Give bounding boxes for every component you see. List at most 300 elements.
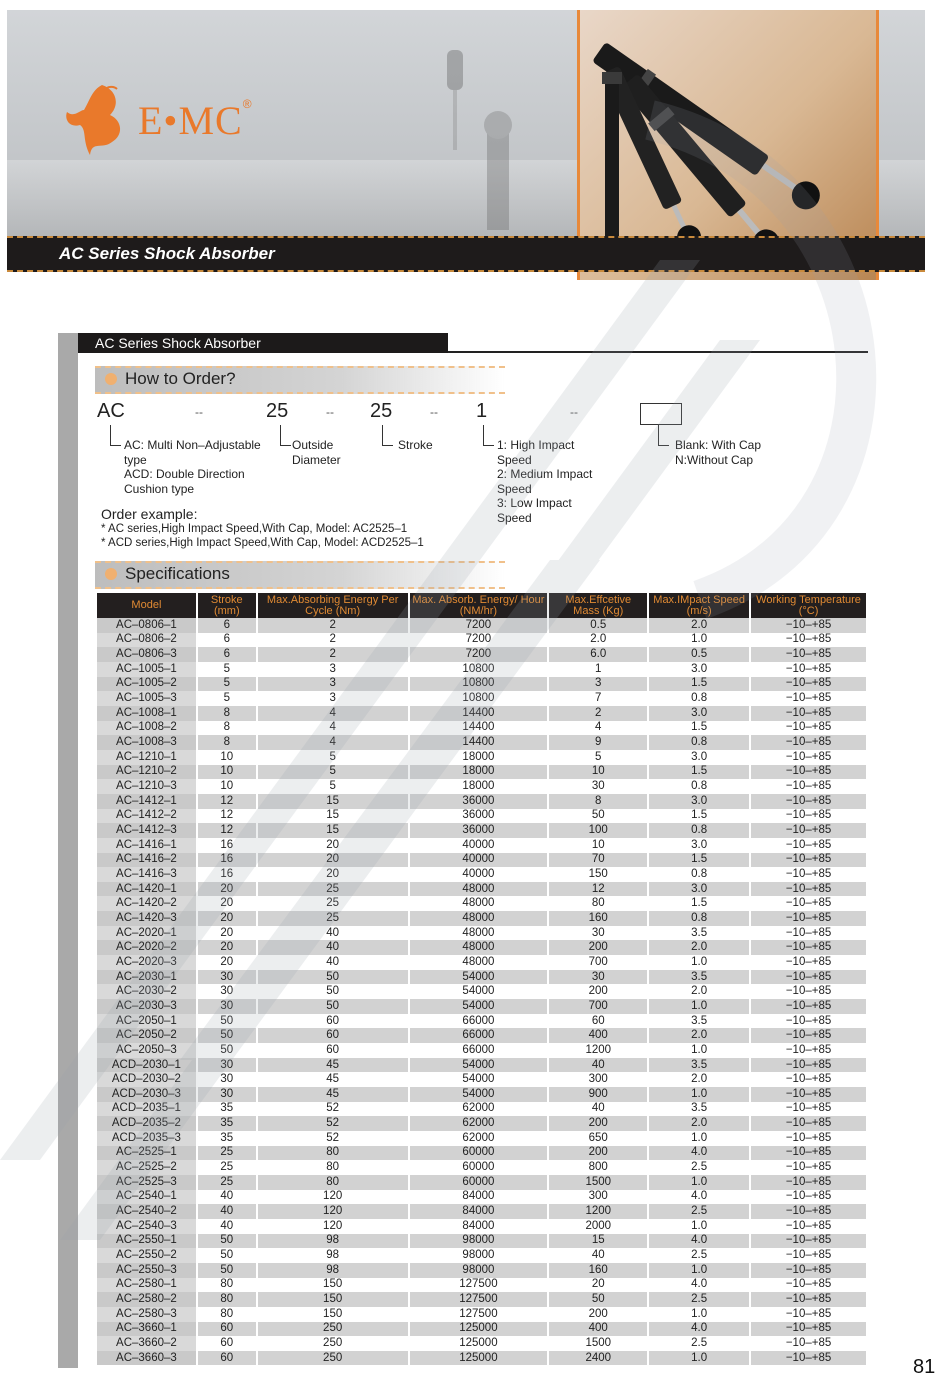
cell-effective-mass: 40 bbox=[548, 1102, 648, 1117]
cell-impact-speed: 1.5 bbox=[648, 765, 750, 780]
cell-impact-speed: 1.0 bbox=[648, 1263, 750, 1278]
cell-energy-per-hour: 125000 bbox=[409, 1336, 549, 1351]
cell-temperature: −10–+85 bbox=[750, 1072, 867, 1087]
cell-impact-speed: 1.0 bbox=[648, 1351, 750, 1366]
cell-energy-per-cycle: 52 bbox=[257, 1116, 409, 1131]
cell-temperature: −10–+85 bbox=[750, 677, 867, 692]
cell-effective-mass: 160 bbox=[548, 911, 648, 926]
cell-energy-per-hour: 18000 bbox=[409, 750, 549, 765]
cell-impact-speed: 1.0 bbox=[648, 999, 750, 1014]
product-ghost-image bbox=[427, 30, 577, 240]
table-row bbox=[97, 882, 867, 897]
cell-energy-per-hour: 84000 bbox=[409, 1190, 549, 1205]
cell-temperature: −10–+85 bbox=[750, 1204, 867, 1219]
table-row bbox=[97, 838, 867, 853]
cell-effective-mass: 6.0 bbox=[548, 647, 648, 662]
cell-effective-mass: 5 bbox=[548, 750, 648, 765]
table-row bbox=[97, 926, 867, 941]
cell-temperature: −10–+85 bbox=[750, 750, 867, 765]
cell-effective-mass: 200 bbox=[548, 940, 648, 955]
cell-stroke: 25 bbox=[197, 1160, 257, 1175]
cell-effective-mass: 60 bbox=[548, 1014, 648, 1029]
cell-energy-per-hour: 127500 bbox=[409, 1292, 549, 1307]
cell-temperature: −10–+85 bbox=[750, 794, 867, 809]
cell-effective-mass: 30 bbox=[548, 970, 648, 985]
cell-effective-mass: 100 bbox=[548, 823, 648, 838]
cell-temperature: −10–+85 bbox=[750, 940, 867, 955]
cell-temperature: −10–+85 bbox=[750, 691, 867, 706]
cell-temperature: −10–+85 bbox=[750, 1263, 867, 1278]
cell-stroke: 6 bbox=[197, 618, 257, 633]
cell-model: AC–2030–3 bbox=[97, 999, 197, 1014]
table-row bbox=[97, 1058, 867, 1073]
cell-stroke: 5 bbox=[197, 677, 257, 692]
cell-effective-mass: 2 bbox=[548, 706, 648, 721]
cell-model: AC–2580–1 bbox=[97, 1278, 197, 1293]
code-separator: -- bbox=[430, 405, 438, 419]
table-row bbox=[97, 1336, 867, 1351]
cell-impact-speed: 0.8 bbox=[648, 779, 750, 794]
stroke-description: Stroke bbox=[398, 438, 433, 452]
cell-energy-per-hour: 48000 bbox=[409, 882, 549, 897]
table-row bbox=[97, 1278, 867, 1293]
table-row bbox=[97, 940, 867, 955]
cell-energy-per-cycle: 250 bbox=[257, 1322, 409, 1337]
cell-stroke: 50 bbox=[197, 1014, 257, 1029]
cell-impact-speed: 3.5 bbox=[648, 1014, 750, 1029]
cell-stroke: 6 bbox=[197, 633, 257, 648]
cell-energy-per-cycle: 15 bbox=[257, 794, 409, 809]
table-row bbox=[97, 779, 867, 794]
cell-effective-mass: 9 bbox=[548, 735, 648, 750]
cell-impact-speed: 0.5 bbox=[648, 647, 750, 662]
dragon-logo-icon bbox=[62, 80, 132, 160]
cell-effective-mass: 3 bbox=[548, 677, 648, 692]
cell-energy-per-cycle: 250 bbox=[257, 1336, 409, 1351]
cell-temperature: −10–+85 bbox=[750, 735, 867, 750]
cell-effective-mass: 20 bbox=[548, 1278, 648, 1293]
cell-temperature: −10–+85 bbox=[750, 618, 867, 633]
cell-model: AC–2050–1 bbox=[97, 1014, 197, 1029]
cell-model: ACD–2035–2 bbox=[97, 1116, 197, 1131]
cell-energy-per-cycle: 15 bbox=[257, 809, 409, 824]
table-row bbox=[97, 823, 867, 838]
code-separator: -- bbox=[195, 405, 203, 419]
cell-model: AC–2525–3 bbox=[97, 1175, 197, 1190]
bullet-dot-icon bbox=[105, 373, 117, 385]
banner-title-bar bbox=[7, 236, 925, 272]
cell-effective-mass: 300 bbox=[548, 1190, 648, 1205]
cell-energy-per-cycle: 60 bbox=[257, 1014, 409, 1029]
cell-stroke: 16 bbox=[197, 867, 257, 882]
cell-stroke: 40 bbox=[197, 1190, 257, 1205]
cell-stroke: 50 bbox=[197, 1263, 257, 1278]
table-row bbox=[97, 1102, 867, 1117]
cell-model: AC–1420–1 bbox=[97, 882, 197, 897]
order-example-line: * AC series,High Impact Speed,With Cap, Model: AC2525–1 bbox=[101, 523, 408, 535]
cap-option-box bbox=[640, 403, 682, 425]
cell-impact-speed: 3.5 bbox=[648, 1058, 750, 1073]
cell-stroke: 50 bbox=[197, 1248, 257, 1263]
cell-model: AC–0806–1 bbox=[97, 618, 197, 633]
cell-temperature: −10–+85 bbox=[750, 1336, 867, 1351]
cell-energy-per-cycle: 150 bbox=[257, 1278, 409, 1293]
cell-energy-per-hour: 54000 bbox=[409, 1072, 549, 1087]
cell-energy-per-cycle: 5 bbox=[257, 765, 409, 780]
cell-effective-mass: 2.0 bbox=[548, 633, 648, 648]
table-row bbox=[97, 911, 867, 926]
cell-model: AC–3660–1 bbox=[97, 1322, 197, 1337]
cell-stroke: 35 bbox=[197, 1116, 257, 1131]
cell-energy-per-cycle: 2 bbox=[257, 633, 409, 648]
cell-temperature: −10–+85 bbox=[750, 1131, 867, 1146]
cell-effective-mass: 40 bbox=[548, 1058, 648, 1073]
cell-effective-mass: 160 bbox=[548, 1263, 648, 1278]
cell-energy-per-cycle: 2 bbox=[257, 618, 409, 633]
cell-model: AC–1210–1 bbox=[97, 750, 197, 765]
cell-effective-mass: 400 bbox=[548, 1028, 648, 1043]
table-row bbox=[97, 706, 867, 721]
cell-temperature: −10–+85 bbox=[750, 1351, 867, 1366]
cell-effective-mass: 1 bbox=[548, 662, 648, 677]
cell-temperature: −10–+85 bbox=[750, 882, 867, 897]
cell-stroke: 8 bbox=[197, 735, 257, 750]
cell-energy-per-hour: 18000 bbox=[409, 765, 549, 780]
cell-impact-speed: 0.8 bbox=[648, 911, 750, 926]
cell-stroke: 10 bbox=[197, 765, 257, 780]
cell-model: AC–1416–2 bbox=[97, 853, 197, 868]
cell-temperature: −10–+85 bbox=[750, 1292, 867, 1307]
bracket-line bbox=[382, 425, 393, 446]
cell-impact-speed: 2.0 bbox=[648, 940, 750, 955]
table-row bbox=[97, 750, 867, 765]
cell-model: ACD–2035–3 bbox=[97, 1131, 197, 1146]
cell-model: AC–1416–1 bbox=[97, 838, 197, 853]
cell-energy-per-cycle: 5 bbox=[257, 779, 409, 794]
cell-energy-per-cycle: 45 bbox=[257, 1087, 409, 1102]
cell-energy-per-hour: 48000 bbox=[409, 926, 549, 941]
cell-effective-mass: 15 bbox=[548, 1234, 648, 1249]
cell-stroke: 50 bbox=[197, 1028, 257, 1043]
cell-stroke: 20 bbox=[197, 940, 257, 955]
cell-temperature: −10–+85 bbox=[750, 853, 867, 868]
cell-model: AC–2550–1 bbox=[97, 1234, 197, 1249]
cell-effective-mass: 40 bbox=[548, 1248, 648, 1263]
table-row bbox=[97, 1028, 867, 1043]
cell-temperature: −10–+85 bbox=[750, 721, 867, 736]
cell-temperature: −10–+85 bbox=[750, 1322, 867, 1337]
cell-temperature: −10–+85 bbox=[750, 1234, 867, 1249]
cell-energy-per-hour: 60000 bbox=[409, 1175, 549, 1190]
cell-energy-per-cycle: 120 bbox=[257, 1204, 409, 1219]
cell-energy-per-hour: 40000 bbox=[409, 853, 549, 868]
cell-energy-per-cycle: 20 bbox=[257, 853, 409, 868]
section-rule bbox=[448, 351, 868, 353]
cell-impact-speed: 3.0 bbox=[648, 794, 750, 809]
cell-effective-mass: 4 bbox=[548, 721, 648, 736]
column-header-energy-per-cycle: Max.Absorbing Energy Per Cycle (Nm) bbox=[257, 593, 409, 618]
cell-stroke: 80 bbox=[197, 1292, 257, 1307]
cell-temperature: −10–+85 bbox=[750, 1248, 867, 1263]
cell-effective-mass: 10 bbox=[548, 765, 648, 780]
cell-energy-per-cycle: 150 bbox=[257, 1292, 409, 1307]
cell-energy-per-cycle: 60 bbox=[257, 1043, 409, 1058]
cell-temperature: −10–+85 bbox=[750, 1087, 867, 1102]
cell-stroke: 8 bbox=[197, 721, 257, 736]
cell-impact-speed: 2.0 bbox=[648, 1116, 750, 1131]
cell-effective-mass: 10 bbox=[548, 838, 648, 853]
cell-impact-speed: 1.0 bbox=[648, 1043, 750, 1058]
how-to-order-heading: How to Order? bbox=[95, 366, 505, 394]
cell-stroke: 60 bbox=[197, 1336, 257, 1351]
cell-energy-per-hour: 98000 bbox=[409, 1234, 549, 1249]
cell-energy-per-hour: 62000 bbox=[409, 1116, 549, 1131]
table-row bbox=[97, 1043, 867, 1058]
table-row bbox=[97, 1087, 867, 1102]
brand-name: E•MC bbox=[138, 97, 243, 143]
cell-temperature: −10–+85 bbox=[750, 647, 867, 662]
cell-impact-speed: 1.0 bbox=[648, 955, 750, 970]
table-row bbox=[97, 1307, 867, 1322]
cell-energy-per-cycle: 4 bbox=[257, 721, 409, 736]
cell-impact-speed: 2.5 bbox=[648, 1160, 750, 1175]
cell-energy-per-cycle: 25 bbox=[257, 911, 409, 926]
table-row bbox=[97, 1204, 867, 1219]
cell-energy-per-hour: 36000 bbox=[409, 794, 549, 809]
cell-model: AC–1008–1 bbox=[97, 706, 197, 721]
cell-model: AC–1005–2 bbox=[97, 677, 197, 692]
table-row bbox=[97, 1248, 867, 1263]
cell-temperature: −10–+85 bbox=[750, 867, 867, 882]
cell-temperature: −10–+85 bbox=[750, 1160, 867, 1175]
cell-energy-per-cycle: 2 bbox=[257, 647, 409, 662]
cell-energy-per-cycle: 98 bbox=[257, 1263, 409, 1278]
table-row bbox=[97, 1146, 867, 1161]
table-row bbox=[97, 721, 867, 736]
cell-temperature: −10–+85 bbox=[750, 1190, 867, 1205]
cell-temperature: −10–+85 bbox=[750, 1014, 867, 1029]
cell-effective-mass: 50 bbox=[548, 809, 648, 824]
table-row bbox=[97, 677, 867, 692]
cell-energy-per-cycle: 60 bbox=[257, 1028, 409, 1043]
cell-model: AC–2020–1 bbox=[97, 926, 197, 941]
cell-energy-per-cycle: 98 bbox=[257, 1248, 409, 1263]
cell-temperature: −10–+85 bbox=[750, 896, 867, 911]
cell-effective-mass: 2400 bbox=[548, 1351, 648, 1366]
cell-energy-per-cycle: 52 bbox=[257, 1131, 409, 1146]
cell-energy-per-hour: 48000 bbox=[409, 911, 549, 926]
cell-model: AC–2020–3 bbox=[97, 955, 197, 970]
emc-logo bbox=[62, 80, 252, 160]
cell-temperature: −10–+85 bbox=[750, 999, 867, 1014]
type-description: AC: Multi Non–Adjustable type ACD: Double Direction Cushion type bbox=[124, 438, 261, 496]
cell-temperature: −10–+85 bbox=[750, 1058, 867, 1073]
table-row bbox=[97, 1160, 867, 1175]
cell-energy-per-hour: 48000 bbox=[409, 940, 549, 955]
cell-stroke: 30 bbox=[197, 999, 257, 1014]
cell-stroke: 20 bbox=[197, 955, 257, 970]
cell-impact-speed: 1.0 bbox=[648, 1131, 750, 1146]
cell-energy-per-hour: 127500 bbox=[409, 1278, 549, 1293]
bracket-line bbox=[483, 425, 494, 446]
cell-energy-per-cycle: 3 bbox=[257, 677, 409, 692]
code-type: AC bbox=[97, 400, 125, 422]
table-row bbox=[97, 765, 867, 780]
table-row bbox=[97, 853, 867, 868]
cell-stroke: 20 bbox=[197, 926, 257, 941]
bracket-line bbox=[280, 425, 291, 446]
cell-effective-mass: 80 bbox=[548, 896, 648, 911]
table-row bbox=[97, 1131, 867, 1146]
cell-temperature: −10–+85 bbox=[750, 1278, 867, 1293]
cell-effective-mass: 1200 bbox=[548, 1204, 648, 1219]
cell-energy-per-cycle: 45 bbox=[257, 1058, 409, 1073]
cell-effective-mass: 300 bbox=[548, 1072, 648, 1087]
cell-impact-speed: 2.5 bbox=[648, 1248, 750, 1263]
cell-temperature: −10–+85 bbox=[750, 970, 867, 985]
cell-model: ACD–2030–3 bbox=[97, 1087, 197, 1102]
cell-model: AC–2580–3 bbox=[97, 1307, 197, 1322]
cell-temperature: −10–+85 bbox=[750, 1219, 867, 1234]
cell-energy-per-hour: 54000 bbox=[409, 1058, 549, 1073]
cell-impact-speed: 2.0 bbox=[648, 1028, 750, 1043]
cell-impact-speed: 0.8 bbox=[648, 735, 750, 750]
cell-stroke: 80 bbox=[197, 1307, 257, 1322]
cell-effective-mass: 700 bbox=[548, 955, 648, 970]
table-row bbox=[97, 662, 867, 677]
cell-energy-per-cycle: 3 bbox=[257, 691, 409, 706]
cell-impact-speed: 0.8 bbox=[648, 867, 750, 882]
cell-model: AC–2550–2 bbox=[97, 1248, 197, 1263]
table-row bbox=[97, 809, 867, 824]
cell-stroke: 30 bbox=[197, 984, 257, 999]
cell-energy-per-hour: 40000 bbox=[409, 867, 549, 882]
cell-energy-per-hour: 60000 bbox=[409, 1160, 549, 1175]
cell-effective-mass: 1500 bbox=[548, 1336, 648, 1351]
cell-energy-per-hour: 14400 bbox=[409, 721, 549, 736]
cell-impact-speed: 3.5 bbox=[648, 926, 750, 941]
cell-stroke: 10 bbox=[197, 779, 257, 794]
cell-temperature: −10–+85 bbox=[750, 823, 867, 838]
column-header-stroke: Stroke (mm) bbox=[197, 593, 257, 618]
cell-stroke: 35 bbox=[197, 1131, 257, 1146]
cell-effective-mass: 1500 bbox=[548, 1175, 648, 1190]
cell-energy-per-hour: 10800 bbox=[409, 691, 549, 706]
cell-effective-mass: 200 bbox=[548, 1146, 648, 1161]
cell-impact-speed: 1.5 bbox=[648, 721, 750, 736]
bracket-line bbox=[658, 424, 669, 446]
column-header-model: Model bbox=[97, 593, 197, 618]
cell-stroke: 40 bbox=[197, 1204, 257, 1219]
cell-model: ACD–2035–1 bbox=[97, 1102, 197, 1117]
cell-stroke: 12 bbox=[197, 794, 257, 809]
cell-temperature: −10–+85 bbox=[750, 838, 867, 853]
cell-effective-mass: 2000 bbox=[548, 1219, 648, 1234]
cell-model: AC–2550–3 bbox=[97, 1263, 197, 1278]
cell-energy-per-cycle: 50 bbox=[257, 970, 409, 985]
cell-effective-mass: 900 bbox=[548, 1087, 648, 1102]
cell-stroke: 30 bbox=[197, 970, 257, 985]
cell-impact-speed: 1.0 bbox=[648, 1307, 750, 1322]
section-title: AC Series Shock Absorber bbox=[78, 333, 448, 353]
cell-impact-speed: 0.8 bbox=[648, 823, 750, 838]
cell-model: AC–2540–3 bbox=[97, 1219, 197, 1234]
table-row bbox=[97, 867, 867, 882]
cell-model: AC–1008–2 bbox=[97, 721, 197, 736]
cell-effective-mass: 30 bbox=[548, 779, 648, 794]
cell-energy-per-cycle: 5 bbox=[257, 750, 409, 765]
cell-stroke: 60 bbox=[197, 1322, 257, 1337]
cell-impact-speed: 4.0 bbox=[648, 1278, 750, 1293]
cell-stroke: 60 bbox=[197, 1351, 257, 1366]
cell-stroke: 8 bbox=[197, 706, 257, 721]
cell-impact-speed: 0.8 bbox=[648, 691, 750, 706]
cell-model: AC–3660–3 bbox=[97, 1351, 197, 1366]
cell-effective-mass: 700 bbox=[548, 999, 648, 1014]
cell-impact-speed: 4.0 bbox=[648, 1146, 750, 1161]
cell-temperature: −10–+85 bbox=[750, 926, 867, 941]
table-row bbox=[97, 1351, 867, 1366]
cell-temperature: −10–+85 bbox=[750, 1116, 867, 1131]
cell-effective-mass: 200 bbox=[548, 984, 648, 999]
cell-stroke: 12 bbox=[197, 809, 257, 824]
cell-temperature: −10–+85 bbox=[750, 1043, 867, 1058]
cell-model: AC–1210–2 bbox=[97, 765, 197, 780]
cell-energy-per-hour: 98000 bbox=[409, 1263, 549, 1278]
code-speed: 1 bbox=[476, 400, 488, 422]
cell-impact-speed: 3.5 bbox=[648, 1102, 750, 1117]
cell-stroke: 50 bbox=[197, 1043, 257, 1058]
cell-impact-speed: 2.0 bbox=[648, 1072, 750, 1087]
cell-energy-per-hour: 66000 bbox=[409, 1014, 549, 1029]
cell-impact-speed: 4.0 bbox=[648, 1234, 750, 1249]
cell-temperature: −10–+85 bbox=[750, 662, 867, 677]
cell-model: AC–1005–3 bbox=[97, 691, 197, 706]
table-row bbox=[97, 1072, 867, 1087]
cell-model: AC–2580–2 bbox=[97, 1292, 197, 1307]
cell-stroke: 16 bbox=[197, 838, 257, 853]
cell-impact-speed: 3.0 bbox=[648, 662, 750, 677]
page-number: 81 bbox=[913, 1356, 935, 1378]
order-example-title: Order example: bbox=[101, 506, 198, 522]
cell-temperature: −10–+85 bbox=[750, 779, 867, 794]
cell-energy-per-cycle: 25 bbox=[257, 882, 409, 897]
cell-energy-per-cycle: 80 bbox=[257, 1146, 409, 1161]
cell-energy-per-hour: 14400 bbox=[409, 706, 549, 721]
cell-energy-per-hour: 18000 bbox=[409, 779, 549, 794]
table-row bbox=[97, 1234, 867, 1249]
cell-stroke: 80 bbox=[197, 1278, 257, 1293]
table-row bbox=[97, 999, 867, 1014]
cell-model: ACD–2030–1 bbox=[97, 1058, 197, 1073]
cap-description: Blank: With Cap N:Without Cap bbox=[675, 438, 762, 467]
table-row bbox=[97, 984, 867, 999]
cell-model: AC–1420–3 bbox=[97, 911, 197, 926]
table-row bbox=[97, 970, 867, 985]
cell-energy-per-cycle: 20 bbox=[257, 867, 409, 882]
cell-energy-per-cycle: 4 bbox=[257, 706, 409, 721]
cell-energy-per-cycle: 40 bbox=[257, 926, 409, 941]
cell-temperature: −10–+85 bbox=[750, 1307, 867, 1322]
cell-energy-per-hour: 7200 bbox=[409, 618, 549, 633]
cell-model: AC–2050–2 bbox=[97, 1028, 197, 1043]
cell-effective-mass: 7 bbox=[548, 691, 648, 706]
table-header-row bbox=[97, 593, 867, 618]
cell-model: AC–1412–1 bbox=[97, 794, 197, 809]
cell-impact-speed: 2.0 bbox=[648, 618, 750, 633]
column-header-temperature: Working Temperature (°C) bbox=[750, 593, 867, 618]
cell-temperature: −10–+85 bbox=[750, 1102, 867, 1117]
